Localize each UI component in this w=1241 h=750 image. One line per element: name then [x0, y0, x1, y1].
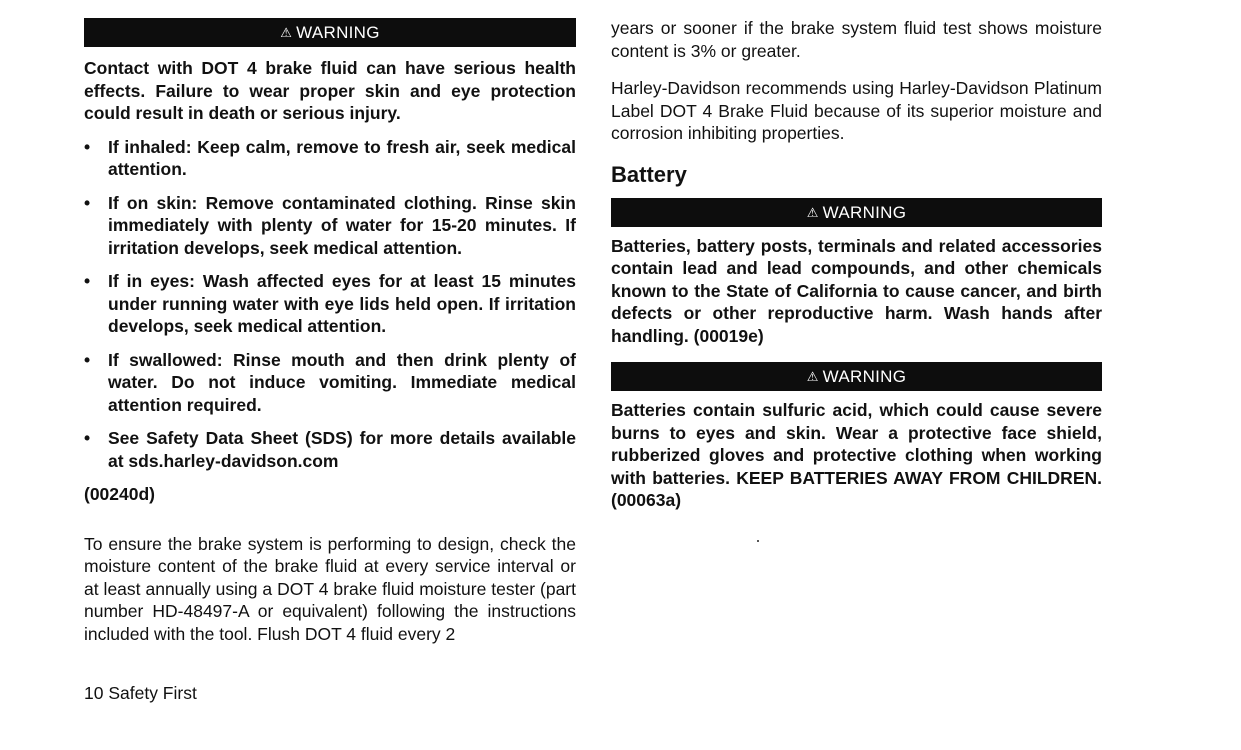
list-item — [84, 136, 576, 181]
bullet-dot: • — [84, 192, 91, 213]
section-heading-battery: Battery — [611, 161, 687, 187]
bullet-dot: • — [84, 349, 91, 370]
warning-banner — [611, 362, 1102, 391]
warning-label: WARNING — [822, 202, 907, 222]
bullet-dot: • — [84, 428, 91, 448]
warning-label: WARNING — [296, 23, 380, 42]
print-speck — [757, 540, 759, 542]
warning-banner — [611, 198, 1102, 227]
bullet-dot: • — [84, 271, 91, 291]
warning-triangle-icon: ⚠ — [280, 25, 293, 40]
battery-acid-warning-text: Batteries contain sulfuric acid, which could cause severe burns to eyes and skin. Wear a protective face shield, rubberized gloves and protective clothing when working with batteries. KEEP BATTERIES AWAY FROM CHILDREN. (00063a) — [611, 400, 1102, 510]
right-column — [611, 17, 1102, 512]
warning-label: WARNING — [822, 367, 907, 386]
warning-triangle-icon: ⚠ — [806, 369, 819, 384]
list-item — [84, 427, 576, 472]
recommendation-paragraph: Harley-Davidson recommends using Harley-Davidson Platinum Label DOT 4 Brake Fluid because of its superior moisture and corrosion inhibiting properties. — [611, 78, 1102, 143]
list-item-text: If swallowed: Rinse mouth and then drink plenty of water. Do not induce vomiting. Immediate medical attention required. — [108, 349, 576, 415]
warning-text: Contact with DOT 4 brake fluid can have serious health effects. Failure to wear proper skin and eye protection could result in death or serious injury. — [84, 58, 576, 123]
brake-fluid-paragraph: To ensure the brake system is performing to design, check the moisture content of the brake fluid at every service interval or at least annually using a DOT 4 brake fluid moisture tester (part number HD-48497-A or equivalent) following the instructions included with the tool. Flush DOT 4 fluid every 2 — [84, 533, 576, 644]
warning-triangle-icon: ⚠ — [806, 204, 819, 220]
warning-banner — [84, 18, 576, 47]
page-footer: 10 Safety First — [84, 683, 197, 703]
list-item — [84, 270, 576, 338]
battery-lead-warning-text: Batteries, battery posts, terminals and related accessories contain lead and lead compounds, and other chemicals known to the State of California to cause cancer, and birth defects or other reproductive harm. Wash hands after handling. (00019e) — [611, 235, 1102, 346]
list-item-text: If inhaled: Keep calm, remove to fresh air, seek medical attention. — [108, 136, 576, 179]
continuation-paragraph: years or sooner if the brake system fluid test shows moisture content is 3% or greater. — [611, 18, 1102, 61]
left-column — [84, 18, 576, 645]
first-aid-list — [84, 136, 576, 473]
list-item — [84, 192, 576, 260]
warning-code: (00240d) — [84, 484, 156, 504]
bullet-dot: • — [84, 136, 91, 157]
list-item-text: See Safety Data Sheet (SDS) for more details available at sds.harley-davidson.com — [108, 428, 576, 471]
list-item-text: If on skin: Remove contaminated clothing. Rinse skin immediately with plenty of water for 15-20 minutes. If irritation develops, seek medical attention. — [108, 192, 576, 258]
list-item-text: If in eyes: Wash affected eyes for at least 15 minutes under running water with eye lids held open. If irritation develops, seek medical attention. — [108, 271, 576, 336]
list-item — [84, 349, 576, 417]
